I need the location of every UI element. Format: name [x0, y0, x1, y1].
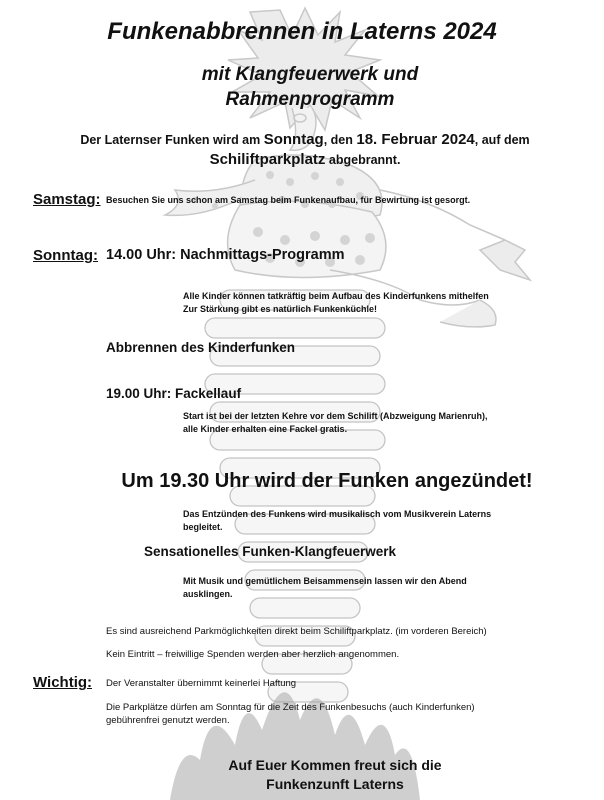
subtitle-line-2: Rahmenprogramm [225, 89, 395, 110]
wichtig-text-1: Der Veranstalter übernimmt keinerlei Haftung [106, 678, 297, 689]
musik-note-1: Das Entzünden des Funkens wird musikalisch vom Musikverein Laterns [183, 509, 492, 519]
intro-date: 18. Februar 2024 [356, 131, 475, 148]
abend-note-1: Mit Musik und gemütlichem Beisammensein lassen wir den Abend [183, 576, 467, 586]
intro-part3: , auf dem [474, 133, 530, 147]
nachmittags-heading: 14.00 Uhr: Nachmittags-Programm [106, 247, 345, 263]
wichtig-text-2a: Die Parkplätze dürfen am Sonntag für die Zeit des Funkenbesuchs (auch Kinderfunken) [106, 702, 475, 713]
parking-info: Es sind ausreichend Parkmöglichkeiten direkt beim Schiliftparkplatz. (im vorderen Bereich) [106, 626, 487, 637]
fackel-note-2: alle Kinder erhalten eine Fackel gratis. [183, 424, 348, 434]
abend-note-2: ausklingen. [183, 589, 233, 599]
sonntag-label: Sonntag: [33, 247, 98, 264]
samstag-text: Besuchen Sie uns schon am Samstag beim Funkenaufbau, für Bewirtung ist gesorgt. [106, 195, 471, 205]
intro-part1: Der Laternser Funken wird am [80, 133, 264, 147]
wichtig-text-2b: gebührenfrei genutzt werden. [106, 715, 230, 726]
entry-info: Kein Eintritt – freiwillige Spenden werden aber herzlich angenommen. [106, 649, 400, 660]
fackellauf-heading: 19.00 Uhr: Fackellauf [106, 386, 242, 401]
kinder-note-1: Alle Kinder können tatkräftig beim Aufbau des Kinderfunkens mithelfen [183, 291, 489, 301]
musik-note-2: begleitet. [183, 522, 223, 532]
kinder-note-2: Zur Stärkung gibt es natürlich Funkenküchle! [183, 304, 378, 314]
highlight-heading: Um 19.30 Uhr wird der Funken angezündet! [121, 470, 533, 492]
footer-line-1: Auf Euer Kommen freut sich die [228, 757, 442, 773]
intro-part4: abgebrannt. [325, 153, 401, 167]
intro-part2: , den [323, 133, 357, 147]
wichtig-label: Wichtig: [33, 674, 93, 691]
footer-line-2: Funkenzunft Laterns [266, 776, 404, 792]
subtitle-line-1: mit Klangfeuerwerk und [201, 64, 419, 85]
page-title: Funkenabbrennen in Laterns 2024 [107, 18, 497, 45]
klangfeuerwerk-heading: Sensationelles Funken-Klangfeuerwerk [144, 544, 397, 559]
kinderfunken-heading: Abbrennen des Kinderfunken [106, 340, 296, 355]
intro-day: Sonntag [263, 131, 324, 148]
intro-text [40, 130, 570, 170]
fackel-note-1: Start ist bei der letzten Kehre vor dem Schilift (Abzweigung Marienruh), [183, 411, 488, 421]
samstag-label: Samstag: [33, 191, 101, 208]
intro-place: Schiliftparkplatz [209, 151, 326, 168]
